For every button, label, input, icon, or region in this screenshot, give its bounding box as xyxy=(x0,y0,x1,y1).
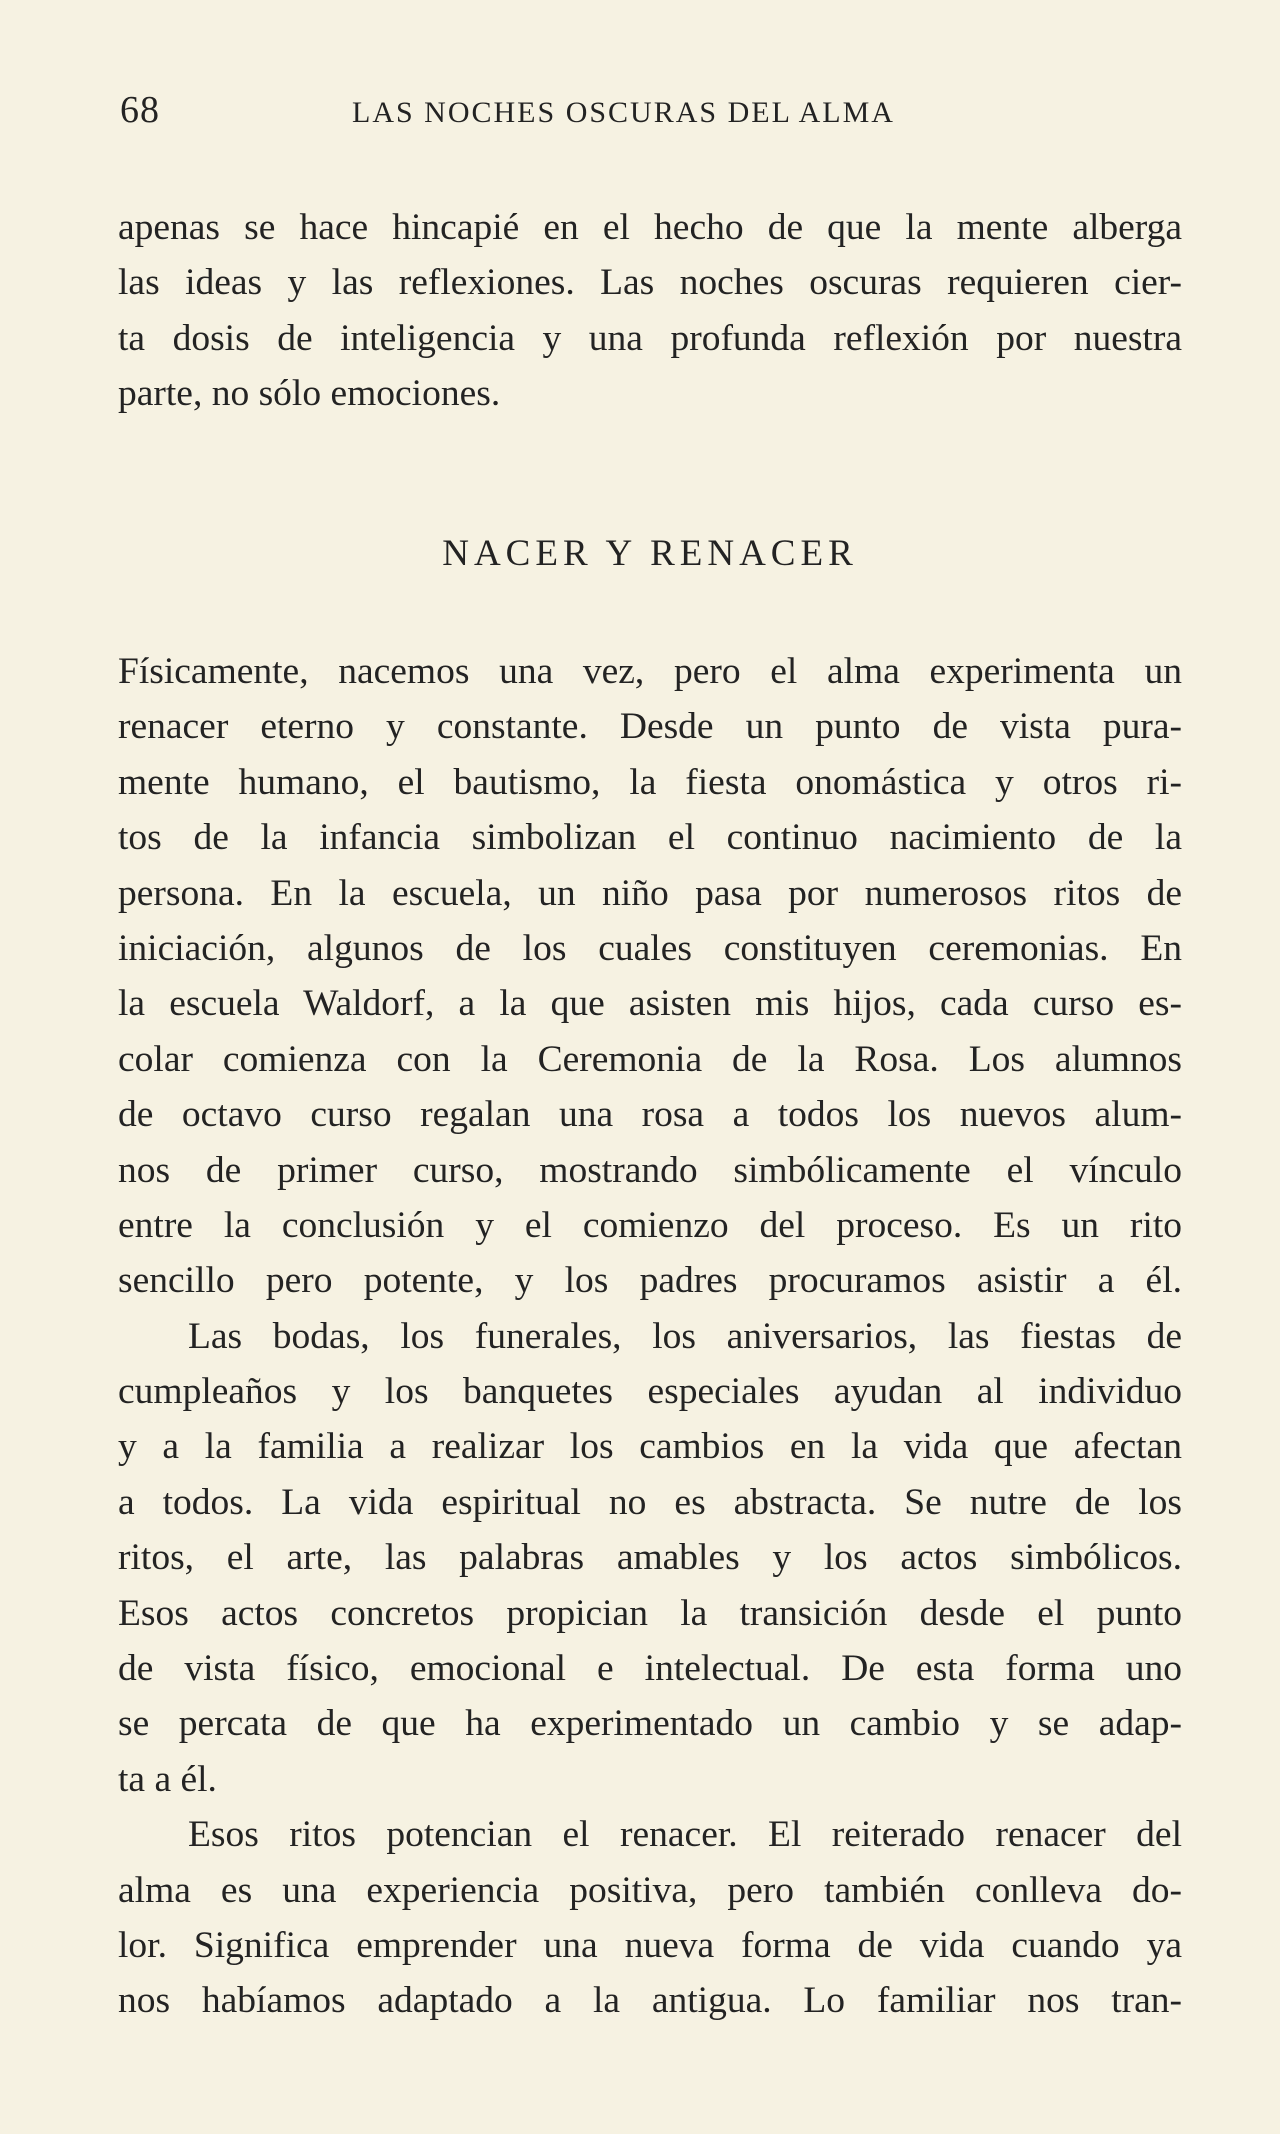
text-line: nos de primer curso, mostrando simbólicamente el vínculo xyxy=(118,1149,1182,1191)
text-line: iniciación, algunos de los cuales constituyen ceremonias. En xyxy=(118,927,1182,969)
section-heading: NACER Y RENACER xyxy=(442,533,858,574)
text-line: de vista físico, emocional e intelectual. De esta forma uno xyxy=(118,1648,1182,1690)
running-header xyxy=(120,88,1180,144)
text-line: lor. Significa emprender una nueva forma de vida cuando ya xyxy=(118,1924,1182,1966)
text-line: ta dosis de inteligencia y una profunda reflexión por nuestra xyxy=(118,317,1182,359)
text-line: parte, no sólo emociones. xyxy=(118,373,501,415)
text-line: la escuela Waldorf, a la que asisten mis hijos, cada curso es- xyxy=(118,983,1182,1025)
text-line: alma es una experiencia positiva, pero también conlleva do- xyxy=(118,1869,1182,1911)
text-line: Las bodas, los funerales, los aniversarios, las fiestas de xyxy=(188,1315,1182,1357)
text-line: tos de la infancia simbolizan el continuo nacimiento de la xyxy=(118,817,1182,859)
text-line: entre la conclusión y el comienzo del proceso. Es un rito xyxy=(118,1204,1182,1246)
text-line: sencillo pero potente, y los padres procuramos asistir a él. xyxy=(118,1260,1182,1302)
text-line: cumpleaños y los banquetes especiales ayudan al individuo xyxy=(118,1371,1182,1413)
text-line: ta a él. xyxy=(118,1758,217,1800)
text-line: mente humano, el bautismo, la fiesta onomástica y otros ri- xyxy=(118,761,1182,803)
text-line: y a la familia a realizar los cambios en la vida que afectan xyxy=(118,1426,1182,1468)
running-title: LAS NOCHES OSCURAS DEL ALMA xyxy=(352,96,895,129)
text-line: de octavo curso regalan una rosa a todos los nuevos alum- xyxy=(118,1094,1182,1136)
text-line: persona. En la escuela, un niño pasa por numerosos ritos de xyxy=(118,872,1182,914)
text-line: renacer eterno y constante. Desde un punto de vista pura- xyxy=(118,706,1182,748)
intro-paragraph xyxy=(118,200,1182,422)
text-line: ritos, el arte, las palabras amables y los actos simbólicos. xyxy=(118,1537,1182,1579)
text-line: nos habíamos adaptado a la antigua. Lo familiar nos tran- xyxy=(118,1980,1182,2022)
text-line: Esos actos concretos propician la transición desde el punto xyxy=(118,1592,1182,1634)
text-line: las ideas y las reflexiones. Las noches oscuras requieren cier- xyxy=(118,262,1182,304)
text-line: se percata de que ha experimentado un cambio y se adap- xyxy=(118,1703,1182,1745)
section-body xyxy=(118,644,1182,2029)
text-line: Físicamente, nacemos una vez, pero el alma experimenta un xyxy=(118,651,1182,692)
text-line: apenas se hace hincapié en el hecho de que la mente alberga xyxy=(118,207,1182,248)
text-line: Esos ritos potencian el renacer. El reiterado renacer del xyxy=(188,1814,1182,1856)
page-number: 68 xyxy=(120,89,160,131)
text-line: a todos. La vida espiritual no es abstracta. Se nutre de los xyxy=(118,1481,1182,1523)
text-line: colar comienza con la Ceremonia de la Rosa. Los alumnos xyxy=(118,1038,1182,1080)
